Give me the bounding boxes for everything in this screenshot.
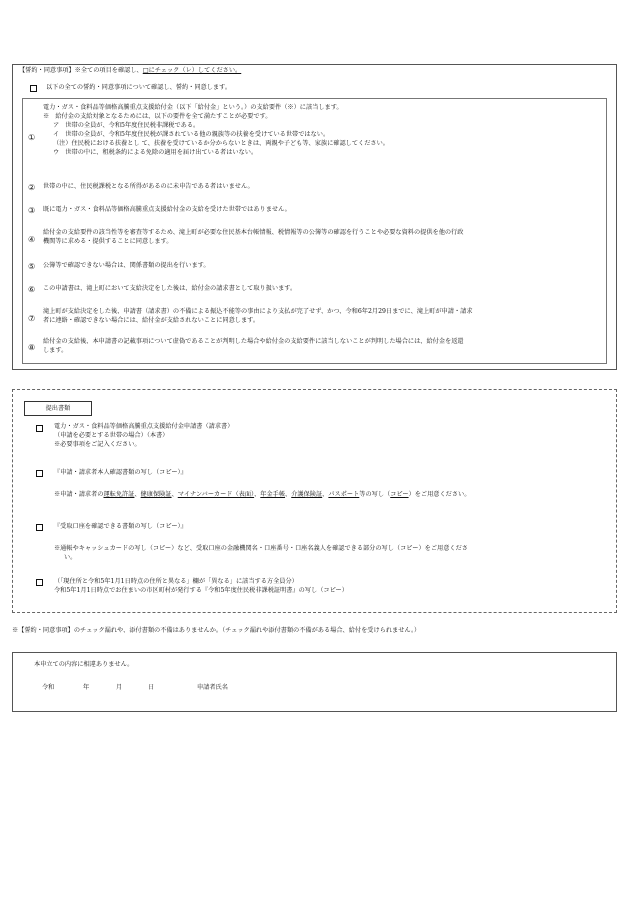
- documents-tab: 提出書類: [24, 401, 92, 416]
- pledge-confirm-checkbox[interactable]: [30, 85, 37, 92]
- applicant-name-label: 申請者氏名: [197, 684, 228, 691]
- item-1-number: ①: [28, 133, 36, 142]
- pledge-confirm-label: 以下の全ての誓約・同意事項について確認し、誓約・同意します。: [46, 84, 232, 91]
- doc-1-checkbox[interactable]: [36, 425, 43, 432]
- notice-text: ※【誓約・同意事項】のチェック漏れや、添付書類の不備はありませんか。（チェック漏れや添付書類の不備がある場合、給付を受けられません。）: [12, 627, 421, 634]
- date-month-label: 月: [116, 684, 123, 691]
- pledge-heading-text: 【誓約・同意事項】※全ての項目を確認し、: [19, 67, 143, 74]
- pledge-heading: [19, 67, 241, 76]
- doc-2-note: ※申請・請求者の運転免許証、健康保険証、マイナンバーカード（表面）、年金手帳、介護保険証、パスポート等の写し（コピー）をご用意ください。: [54, 491, 471, 498]
- doc-2-checkbox[interactable]: [36, 470, 43, 477]
- doc-1-text: 電力・ガス・食料品等価格高騰重点支援給付金申請書（請求書） （申請を必要とする世帯の場合）（本書） ※必要事項をご記入ください。: [54, 423, 234, 448]
- doc-3-title: 『受取口座を確認できる書類の写し（コピー）』: [54, 523, 187, 530]
- date-day-label: 日: [148, 684, 155, 691]
- pledge-heading-instruction: □にチェック（レ）してください。: [142, 67, 242, 74]
- declaration-text: 本申立ての内容に相違ありません。: [34, 661, 134, 668]
- doc-4-checkbox[interactable]: [36, 579, 43, 586]
- item-1-text: 電力・ガス・食料品等価格高騰重点支援給付金（以下「給付金」という。）の支給要件（※）に該当します。 ※ 給付金の支給対象となるためには、以下の要件を全て満たすことが必要です。 ア 世帯の全員が、令和5年度住民税非課税である。 イ 世帯の全員が、令和5年度住民税が課されている他の親族等の扶養を受けている世帯ではない。 （注）住民税における扶養とし て、扶養を受けているか分からないときは、両親や子ども等、家族に確認してください。 ウ 世帯の中に、租税条約による免除の適用を届け出ている者はいない。: [43, 104, 389, 156]
- doc-3-checkbox[interactable]: [36, 524, 43, 531]
- doc-4-text: （「現住所と令和5年1月1日時点の住所と異なる」欄が「異なる」に該当する方全員分） 令和5年1月1日時点でお住まいの市区町村が発行する『令和5年度住民税非課税証明書』の写し（コピー）: [54, 578, 348, 594]
- date-era-label: 令和: [42, 684, 55, 691]
- doc-2-title: 『申請・請求者本人確認書類の写し（コピー）』: [54, 469, 187, 476]
- doc-3-note: ※通帳やキャッシュカードの写し（コピー）など、受取口座の金融機関名・口座番号・口座名義人を確認できる部分の写し（コピー）をご用意くださ い。: [54, 545, 468, 561]
- date-year-label: 年: [83, 684, 90, 691]
